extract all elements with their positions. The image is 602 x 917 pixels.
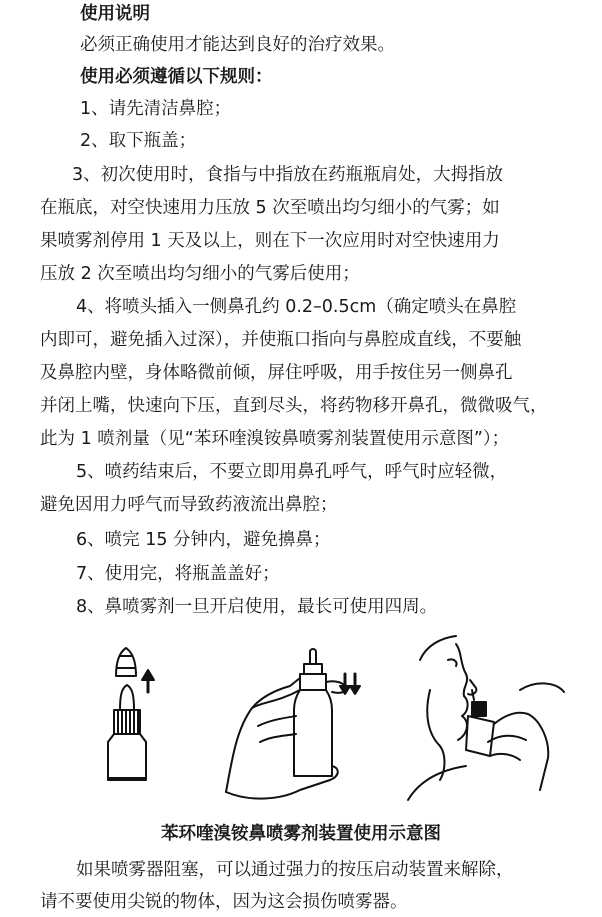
- rules-heading: 使用必须遵循以下规则：: [80, 67, 273, 87]
- step-1-line-1: 1、请先清洁鼻腔；: [80, 99, 232, 119]
- step-7-line-1: 7、使用完，将瓶盖盖好；: [76, 564, 280, 584]
- step-3-line-2: 在瓶底，对空快速用力压放 5 次至喷出均匀细小的气雾；如: [40, 198, 500, 218]
- step-3-line-4: 压放 2 次至喷出均匀细小的气雾后使用；: [40, 264, 360, 284]
- step-3-line-1: 3、初次使用时，食指与中指放在药瓶瓶肩处，大拇指放: [72, 165, 504, 185]
- step-4-line-4: 并闭上嘴，快速向下压，直到尽头，将药物移开鼻孔，微微吸气，: [40, 396, 548, 416]
- step-3-line-3: 果喷雾剂停用 1 天及以上，则在下一次应用时对空快速用力: [40, 231, 500, 251]
- step-4-line-1: 4、将喷头插入一侧鼻孔约 0.2–0.5cm（确定喷头在鼻腔: [76, 297, 517, 317]
- nasal-spray-application-illustration: [408, 636, 564, 800]
- step-5-line-1: 5、喷药结束后，不要立即用鼻孔呼气，呼气时应轻微，: [76, 462, 508, 482]
- usage-illustrations: [0, 630, 602, 820]
- step-4-line-5: 此为 1 喷剂量（见“苯环喹溴铵鼻喷雾剂装置使用示意图”）；: [40, 429, 510, 449]
- step-2-line-1: 2、取下瓶盖；: [80, 131, 197, 151]
- bottle-cap-removal-illustration: [108, 648, 154, 780]
- page-title: 使用说明: [80, 4, 150, 24]
- intro-text: 必须正确使用才能达到良好的治疗效果。: [80, 35, 395, 55]
- figure-caption: 苯环喹溴铵鼻喷雾剂装置使用示意图: [161, 824, 441, 844]
- blockage-note-line-2: 请不要使用尖锐的物体，因为这会损伤喷雾器。: [40, 892, 408, 912]
- step-6-line-1: 6、喷完 15 分钟内，避免擤鼻；: [76, 530, 331, 550]
- step-4-line-2: 内即可，避免插入过深），并使瓶口指向与鼻腔成直线，不要触: [40, 330, 522, 350]
- step-4-line-3: 及鼻腔内壁，身体略微前倾，屏住呼吸，用手按住另一侧鼻孔: [40, 363, 513, 383]
- step-5-line-2: 避免因用力呼气而导致药液流出鼻腔；: [40, 495, 338, 515]
- blockage-note-line-1: 如果喷雾器阻塞，可以通过强力的按压启动装置来解除，: [76, 860, 514, 880]
- hand-priming-pump-illustration: [226, 649, 360, 799]
- step-8-line-1: 8、鼻喷雾剂一旦开启使用，最长可使用四周。: [76, 597, 438, 617]
